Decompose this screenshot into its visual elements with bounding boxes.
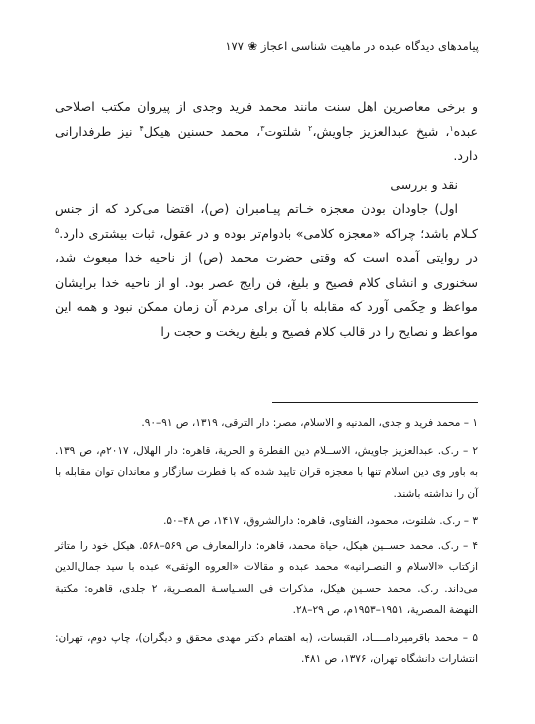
footnote-ref-1[interactable]: ۱ bbox=[449, 123, 454, 133]
paragraph-1-text: نیز طرفدارانی دارد. bbox=[55, 123, 478, 163]
paragraph-2-text: اول) جاودان بودن معجزه خـاتم پیـامبران (ص)، اقتضا می‌کرد که از جنس کـلام باشد؛ چراکه «معجزه کلامی» بادوام‌تر بوده و در عقول، ثبات بیشتری دارد. bbox=[55, 201, 478, 241]
section-heading: نقد و بررسی bbox=[390, 176, 458, 192]
footnote-3: ۳ – ر.ک. شلتوت، محمود، الفتاوی، قاهره: دارالشروق، ۱۴۱۷، ص ۴۸–۵۰. bbox=[163, 515, 478, 527]
paragraph-1-text: شلتوت bbox=[264, 123, 309, 139]
paragraph-1 bbox=[55, 95, 478, 169]
footnote-1: ۱ – محمد فرید و جدی، المدنیه و الاسلام، مصر: دار الترقی، ۱۳۱۹، ص ۹۱–۹۰. bbox=[141, 417, 478, 429]
footnotes bbox=[55, 413, 478, 677]
footnote-2: ۲ – ر.ک. عبدالعزیز جاویش، الاســلام دین الفطرة و الحریة، قاهره: دار الهلال، ۲۰۱۷م، ص ۱۳۹. به باور وی دین اسلام تنها با معجزه قران تایید شده که با فطرت سازگار و معاندان توان مقابله با آن را نداشته باشند. bbox=[55, 444, 478, 500]
paragraph-1-text: ، محمد حسنین هیکل bbox=[143, 123, 261, 139]
footnote-ref-4[interactable]: ۴ bbox=[139, 123, 144, 133]
paragraph-1-text: ، شیخ عبدالعزیز جاویش، bbox=[312, 123, 450, 139]
paragraph-1-text: و برخی معاصرین اهل سنت مانند محمد فرید وجدی از پیروان مکتب اصلاحی عبده bbox=[55, 99, 478, 139]
main-text bbox=[55, 95, 478, 344]
footnote-5: ۵ – محمد باقرمیردامــــاد، القبسات، (به اهتمام دکتر مهدی محقق و دیگران)، چاپ دوم، تهران: انتشارات دانشگاه تهران، ۱۳۷۶، ص ۴۸۱. bbox=[55, 631, 478, 665]
running-header: پیامدهای دیدگاه عبده در ماهیت شناسی اعجاز ❀ ۱۷۷ bbox=[225, 39, 479, 53]
footnote-ref-3[interactable]: ۳ bbox=[260, 123, 265, 133]
footnote-ref-5[interactable]: ۵ bbox=[55, 225, 60, 235]
footnote-divider bbox=[272, 402, 478, 403]
footnote-4: ۴ – ر.ک. محمد حســین هیکل، حیاة محمد، قاهره: دارالمعارف ص ۵۶۹–۵۶۸. هیکل خود را متاثر ازکتاب «الاسلام و النصـرانیه» محمد عبده و مقالات «العروه الوثقی» عبده با سید جمال‌الدین می‌داند. ر.ک. محمد حسـین هیکل، مذکرات فی السـیاسـة المصـریة، ۲ جلدی، قاهره: مکتبة النهضة المصریة، ۱۹۵۱–۱۹۵۳م، ص ۲۹–۲۸. bbox=[55, 539, 479, 616]
footnote-ref-2[interactable]: ۲ bbox=[308, 123, 313, 133]
paragraph-2-text: در روایتی آمده است که وقتی حضرت محمد (ص) از ناحیه خدا مبعوث شد، سخنوری و انشای کلام فصیح و بلیغ، فن رایج عصر بود. او از ناحیه خدا برایشان مواعظ و حِکَمی آورد که مقابله با آن برای مردم آن زمان ممکن نبود و همه این مواعظ و نصایح را در قالب کلام فصیح و بلیغ ریخت و حجت را bbox=[55, 250, 478, 339]
paragraph-2 bbox=[55, 197, 478, 344]
